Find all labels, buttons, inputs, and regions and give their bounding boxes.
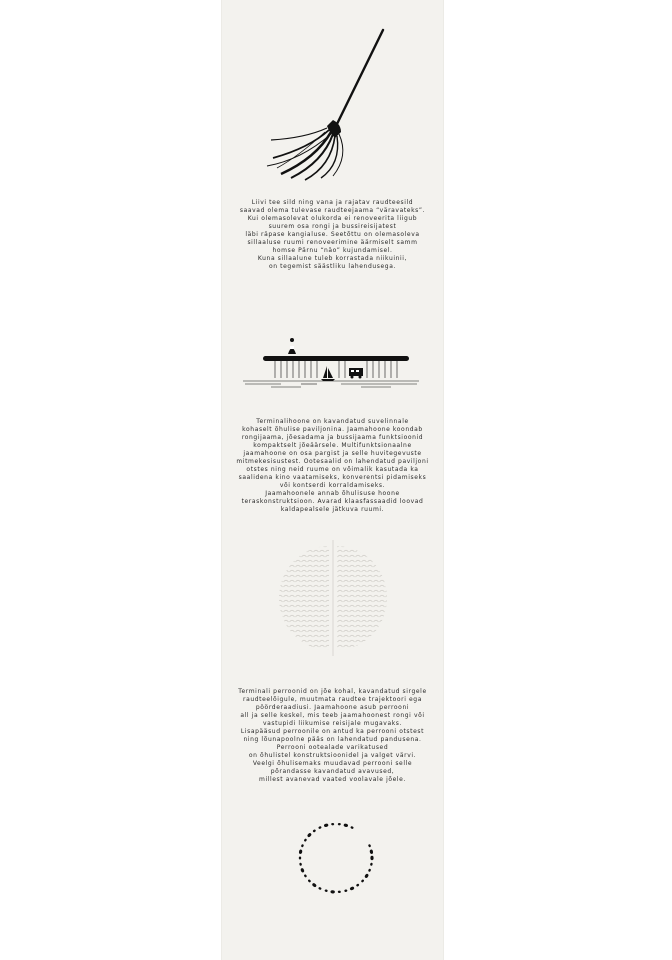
- ring-dot: [304, 838, 308, 842]
- text-line: saalidena kino vaatamiseks, konverentsi pidamiseks: [238, 474, 427, 481]
- text-line: rongijaama, jõesadama ja bussijaama funktsioonid: [241, 434, 424, 441]
- ring-dot: [318, 826, 322, 829]
- text-line: Veelgi õhulisemaks muudavad perrooni selle: [252, 760, 413, 767]
- ring-dot: [299, 849, 303, 854]
- text-line: Lisapääsud perroonile on antud ka perrooni otstest: [240, 728, 425, 735]
- text-line: vastupidi liikumise reisijale mugavaks.: [262, 720, 403, 727]
- ring-dot: [370, 863, 373, 866]
- text-line: Kuna sillaalune tuleb korrastada niikuinii,: [257, 255, 408, 262]
- ring-dot: [301, 844, 304, 848]
- text-block-3: [221, 688, 444, 784]
- text-line: pöörderaadiusi. Jaamahoone asub perrooni: [255, 704, 410, 711]
- text-line: Kui olemasolevat olukorda ei renoveerita liigub: [247, 215, 418, 222]
- text-line: all ja selle keskel, mis teeb jaamahoonest rongi või: [240, 712, 425, 719]
- ring-dot: [300, 868, 305, 873]
- text-line: saavad olema tulevase raudteejaama “väravateks”.: [239, 207, 426, 214]
- text-line: on tegemist säästliku lahendusega.: [269, 263, 396, 270]
- embossed-circle-icon: [277, 538, 387, 658]
- ring-dot: [343, 823, 348, 827]
- text-line: kaldapealsele jätkuva ruumi.: [280, 506, 385, 513]
- broom-icon: [261, 28, 401, 188]
- ring-dot: [331, 823, 334, 826]
- text-line: läbi räpase kangialuse. Seetõttu on olemasoleva: [245, 231, 420, 238]
- ring-dot: [368, 844, 371, 848]
- text-line: mitmekesisustest. Ootesaalid on lahendatud paviljoni: [236, 458, 429, 465]
- ring-dot: [299, 857, 301, 860]
- ring-dot: [324, 889, 328, 892]
- paper-sheet: [221, 0, 444, 960]
- text-line: jaamahoone on osa pargist ja selle huvitegevuste: [243, 450, 422, 457]
- text-line: Liivi tee sild ning vana ja rajatav raudteesild: [251, 199, 414, 206]
- text-line: kompaktselt jõeäärsele. Multifunktsionaalne: [253, 442, 412, 449]
- text-line: sillaaluse ruumi renoveerimine äärmiselt samm: [247, 239, 418, 246]
- ring-dot: [312, 883, 317, 888]
- text-line: raudteelõigule, muutmata raudtee trajektoori ega: [243, 696, 422, 703]
- ring-dot: [312, 829, 316, 833]
- ring-dot: [368, 868, 371, 872]
- dotted-ring-icon: [291, 816, 381, 900]
- ring-dot: [369, 849, 373, 854]
- ring-dot: [304, 874, 308, 878]
- text-line: homse Pärnu “näo” kujundamisel.: [272, 247, 393, 254]
- text-line: põrandasse kavandatud avavused,: [270, 768, 395, 775]
- text-line: Terminali perroonid on jõe kohal, kavandatud sirgele: [238, 688, 427, 695]
- text-block-2: [221, 418, 444, 514]
- ring-dot: [356, 883, 360, 887]
- ring-dot: [330, 890, 335, 894]
- ring-dot: [349, 886, 354, 891]
- text-line: ning lõunapoolne pääs on lahendatud pandusena.: [243, 736, 422, 743]
- ring-dot: [324, 823, 329, 827]
- text-line: Jaamahoonele annab õhulisuse hoone: [265, 490, 400, 497]
- ring-dot: [299, 863, 302, 866]
- text-line: suurem osa rongi ja bussireisijatest: [268, 223, 397, 230]
- ring-dot: [338, 891, 341, 894]
- text-line: on õhulistel konstruktsioonidel ja valget värvi.: [248, 752, 417, 759]
- ring-dot: [370, 856, 373, 860]
- text-line: teraskonstruktsioon. Avarad klaasfassaadid loovad: [241, 498, 424, 505]
- text-line: või kontserdi korraldamiseks.: [279, 482, 386, 489]
- text-line: kohaselt õhulise paviljonina. Jaamahoone koondab: [242, 426, 423, 433]
- ring-dot: [364, 873, 369, 878]
- ring-dot: [318, 887, 322, 890]
- ring-dot: [344, 889, 348, 892]
- text-line: Terminalihoone on kavandatud suvelinnale: [256, 418, 409, 425]
- ring-dot: [361, 879, 365, 883]
- ring-dot: [350, 826, 354, 829]
- text-line: millest avanevad vaated voolavale jõele.: [259, 776, 406, 783]
- ring-dot: [307, 832, 312, 837]
- bridge-pavilion-icon: [241, 334, 421, 388]
- text-line: otstes ning neid ruume on võimalik kasutada ka: [246, 466, 419, 473]
- text-line: Perrooni ootealade varikatused: [276, 744, 389, 751]
- ring-dot: [338, 823, 341, 826]
- ring-dot: [308, 879, 312, 883]
- text-block-1: [221, 199, 444, 271]
